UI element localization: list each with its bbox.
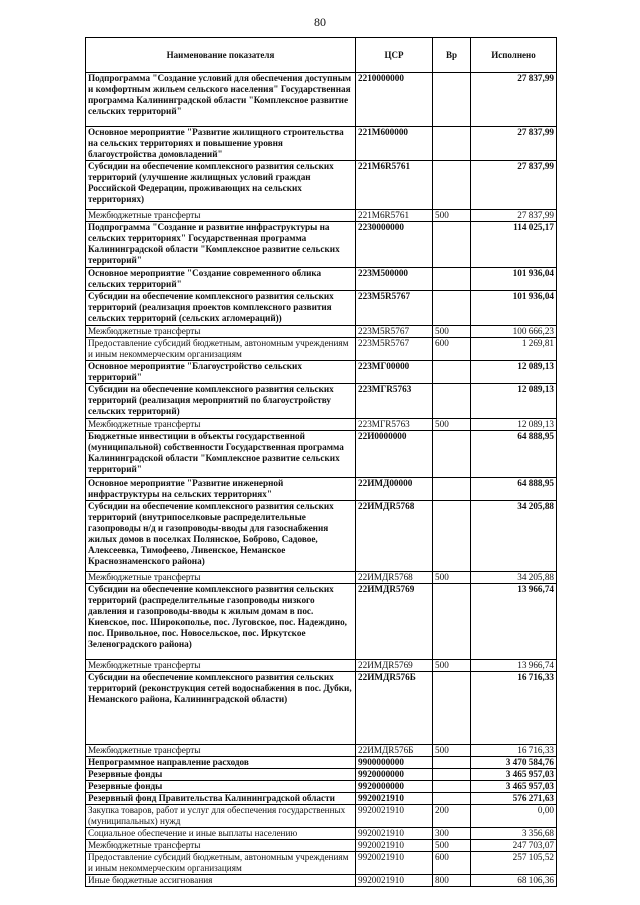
row-amount: 101 936,04 — [471, 291, 557, 326]
row-vr — [433, 584, 471, 660]
table-row — [86, 660, 557, 672]
table-row — [86, 291, 557, 326]
row-csr: 221М6R5761 — [356, 161, 433, 210]
row-amount: 68 106,36 — [471, 875, 557, 887]
row-amount: 13 966,74 — [471, 584, 557, 660]
table-row — [86, 361, 557, 384]
row-vr — [433, 769, 471, 781]
row-vr: 600 — [433, 852, 471, 875]
budget-table — [85, 37, 557, 887]
row-csr: 22ИМДR576Б — [356, 745, 433, 757]
row-vr — [433, 361, 471, 384]
table-row — [86, 161, 557, 210]
row-amount: 3 470 584,76 — [471, 757, 557, 769]
row-name: Межбюджетные трансферты — [86, 660, 356, 672]
row-vr: 500 — [433, 210, 471, 222]
row-csr: 9920021910 — [356, 828, 433, 840]
row-name: Подпрограмма "Создание условий для обеспечения доступным и комфортным жильем сельского населения" Государственная программа Калининградской области "Комплексное развитие сельских территорий" — [86, 73, 356, 127]
row-vr — [433, 222, 471, 268]
row-name: Межбюджетные трансферты — [86, 745, 356, 757]
row-amount: 27 837,99 — [471, 161, 557, 210]
row-csr: 221М6R5761 — [356, 210, 433, 222]
table-row — [86, 828, 557, 840]
row-name: Субсидии на обеспечение комплексного развития сельских территорий (реализация мероприятий по благоустройству сельских территорий) — [86, 384, 356, 419]
row-vr — [433, 478, 471, 501]
table-row — [86, 419, 557, 431]
row-amount: 0,00 — [471, 805, 557, 828]
row-name: Субсидии на обеспечение комплексного развития сельских территорий (распределительные газопроводы низкого давления и газопроводы-вводы к жилым домам в пос. Киевское, пос. Широкополье, пос. Луговское, пос. Надеждино, пос. Привольное, пос. Новосельское, пос. Иркутское Зеленоградского района) — [86, 584, 356, 660]
table-row — [86, 268, 557, 291]
row-csr: 2210000000 — [356, 73, 433, 127]
table-row — [86, 672, 557, 745]
row-csr: 223М5R5767 — [356, 338, 433, 361]
table-header-row — [86, 38, 557, 73]
row-amount: 3 465 957,03 — [471, 781, 557, 793]
row-vr: 500 — [433, 660, 471, 672]
row-amount: 576 271,63 — [471, 793, 557, 805]
table-row — [86, 781, 557, 793]
row-amount: 12 089,13 — [471, 384, 557, 419]
row-name: Межбюджетные трансферты — [86, 419, 356, 431]
row-name: Иные бюджетные ассигнования — [86, 875, 356, 887]
row-amount: 3 356,68 — [471, 828, 557, 840]
row-csr: 221М600000 — [356, 127, 433, 161]
row-vr: 500 — [433, 572, 471, 584]
row-name: Основное мероприятие "Развитие жилищного строительства на сельских территориях и повышение уровня благоустройства домовладений" — [86, 127, 356, 161]
table-row — [86, 501, 557, 572]
row-csr: 9920000000 — [356, 781, 433, 793]
row-amount: 34 205,88 — [471, 501, 557, 572]
row-vr — [433, 781, 471, 793]
table-row — [86, 757, 557, 769]
row-csr: 223М500000 — [356, 268, 433, 291]
row-amount: 64 888,95 — [471, 478, 557, 501]
row-amount: 257 105,52 — [471, 852, 557, 875]
row-amount: 16 716,33 — [471, 672, 557, 745]
row-name: Межбюджетные трансферты — [86, 572, 356, 584]
row-name: Резервные фонды — [86, 781, 356, 793]
row-vr — [433, 73, 471, 127]
row-csr: 22ИМДR5769 — [356, 660, 433, 672]
row-amount: 64 888,95 — [471, 431, 557, 478]
row-csr: 223М5R5767 — [356, 326, 433, 338]
page-number: 80 — [314, 15, 326, 29]
row-csr: 9920021910 — [356, 793, 433, 805]
row-vr — [433, 793, 471, 805]
row-vr: 200 — [433, 805, 471, 828]
row-csr: 22ИМДR5768 — [356, 501, 433, 572]
header-execution: Исполнено — [471, 38, 557, 73]
table-row — [86, 222, 557, 268]
row-vr: 800 — [433, 875, 471, 887]
row-name: Субсидии на обеспечение комплексного развития сельских территорий (внутрипоселковые распределительные газопроводы н/д и газопроводы-вводы для газоснабжения жилых домов в поселках Полянское, Боброво, Садовое, Алексеевка, Тимофеево, Ливенское, Неманское Краснознаменского района) — [86, 501, 356, 572]
row-vr — [433, 501, 471, 572]
row-amount: 27 837,99 — [471, 210, 557, 222]
row-vr: 500 — [433, 840, 471, 852]
row-csr: 22ИМДR5769 — [356, 584, 433, 660]
row-csr: 9920021910 — [356, 875, 433, 887]
row-name: Межбюджетные трансферты — [86, 840, 356, 852]
row-name: Резервный фонд Правительства Калининградской области — [86, 793, 356, 805]
row-vr — [433, 291, 471, 326]
table-row — [86, 572, 557, 584]
row-vr: 300 — [433, 828, 471, 840]
row-csr: 2230000000 — [356, 222, 433, 268]
row-vr: 500 — [433, 419, 471, 431]
row-name: Резервные фонды — [86, 769, 356, 781]
row-vr — [433, 161, 471, 210]
row-vr — [433, 268, 471, 291]
row-csr: 9920021910 — [356, 805, 433, 828]
row-name: Субсидии на обеспечение комплексного развития сельских территорий (улучшение жилищных условий граждан Российской Федерации, проживающих на сельских территориях) — [86, 161, 356, 210]
row-csr: 22ИМДR5768 — [356, 572, 433, 584]
row-amount: 13 966,74 — [471, 660, 557, 672]
header-csr: ЦСР — [356, 38, 433, 73]
row-amount: 12 089,13 — [471, 361, 557, 384]
row-name: Предоставление субсидий бюджетным, автономным учреждениям и иным некоммерческим организациям — [86, 852, 356, 875]
row-amount: 114 025,17 — [471, 222, 557, 268]
row-name: Субсидии на обеспечение комплексного развития сельских территорий (реконструкция сетей водоснабжения в пос. Дубки, Неманского района, Калининградской области) — [86, 672, 356, 745]
row-name: Субсидии на обеспечение комплексного развития сельских территорий (реализация проектов комплексного развития сельских территорий (сельских агломераций)) — [86, 291, 356, 326]
row-name: Основное мероприятие "Благоустройство сельских территорий" — [86, 361, 356, 384]
table-row — [86, 210, 557, 222]
row-vr: 500 — [433, 745, 471, 757]
row-name: Межбюджетные трансферты — [86, 326, 356, 338]
row-amount: 247 703,07 — [471, 840, 557, 852]
row-name: Бюджетные инвестиции в объекты государственной (муниципальной) собственности Государственная программа Калининградской области "Комплексное развитие сельских территорий" — [86, 431, 356, 478]
table-row — [86, 852, 557, 875]
table-row — [86, 478, 557, 501]
row-csr: 9900000000 — [356, 757, 433, 769]
table-row — [86, 384, 557, 419]
table-row — [86, 745, 557, 757]
row-name: Предоставление субсидий бюджетным, автономным учреждениям и иным некоммерческим организациям — [86, 338, 356, 361]
table-row — [86, 840, 557, 852]
row-amount: 12 089,13 — [471, 419, 557, 431]
table-row — [86, 769, 557, 781]
row-csr: 223М5R5767 — [356, 291, 433, 326]
row-vr — [433, 672, 471, 745]
row-amount: 101 936,04 — [471, 268, 557, 291]
row-csr: 9920021910 — [356, 840, 433, 852]
table-row — [86, 338, 557, 361]
row-csr: 9920021910 — [356, 852, 433, 875]
table-row — [86, 584, 557, 660]
row-vr — [433, 384, 471, 419]
header-name: Наименование показателя — [86, 38, 356, 73]
table-row — [86, 326, 557, 338]
row-amount: 3 465 957,03 — [471, 769, 557, 781]
row-vr — [433, 431, 471, 478]
row-name: Основное мероприятие "Развитие инженерной инфраструктуры на сельских территориях" — [86, 478, 356, 501]
row-csr: 223МГR5763 — [356, 419, 433, 431]
row-csr: 22ИМДR576Б — [356, 672, 433, 745]
row-vr: 600 — [433, 338, 471, 361]
row-amount: 16 716,33 — [471, 745, 557, 757]
table-row — [86, 127, 557, 161]
table-row — [86, 875, 557, 887]
row-name: Подпрограмма "Создание и развитие инфраструктуры на сельских территориях" Государственная программа Калининградской области "Комплексное развитие сельских территорий" — [86, 222, 356, 268]
row-amount: 100 666,23 — [471, 326, 557, 338]
row-csr: 22И0000000 — [356, 431, 433, 478]
row-vr — [433, 757, 471, 769]
table-body — [86, 73, 557, 887]
row-amount: 27 837,99 — [471, 73, 557, 127]
row-name: Межбюджетные трансферты — [86, 210, 356, 222]
row-name: Социальное обеспечение и иные выплаты населению — [86, 828, 356, 840]
row-amount: 1 269,81 — [471, 338, 557, 361]
row-amount: 27 837,99 — [471, 127, 557, 161]
table-row — [86, 73, 557, 127]
row-name: Непрограммное направление расходов — [86, 757, 356, 769]
row-vr — [433, 127, 471, 161]
table-row — [86, 805, 557, 828]
table-row — [86, 793, 557, 805]
row-csr: 223МГR5763 — [356, 384, 433, 419]
row-vr: 500 — [433, 326, 471, 338]
row-name: Закупка товаров, работ и услуг для обеспечения государственных (муниципальных) нужд — [86, 805, 356, 828]
row-csr: 223МГ00000 — [356, 361, 433, 384]
table-row — [86, 431, 557, 478]
header-vr: Вр — [433, 38, 471, 73]
row-name: Основное мероприятие "Создание современного облика сельских территорий" — [86, 268, 356, 291]
row-csr: 9920000000 — [356, 769, 433, 781]
row-csr: 22ИМД00000 — [356, 478, 433, 501]
row-amount: 34 205,88 — [471, 572, 557, 584]
